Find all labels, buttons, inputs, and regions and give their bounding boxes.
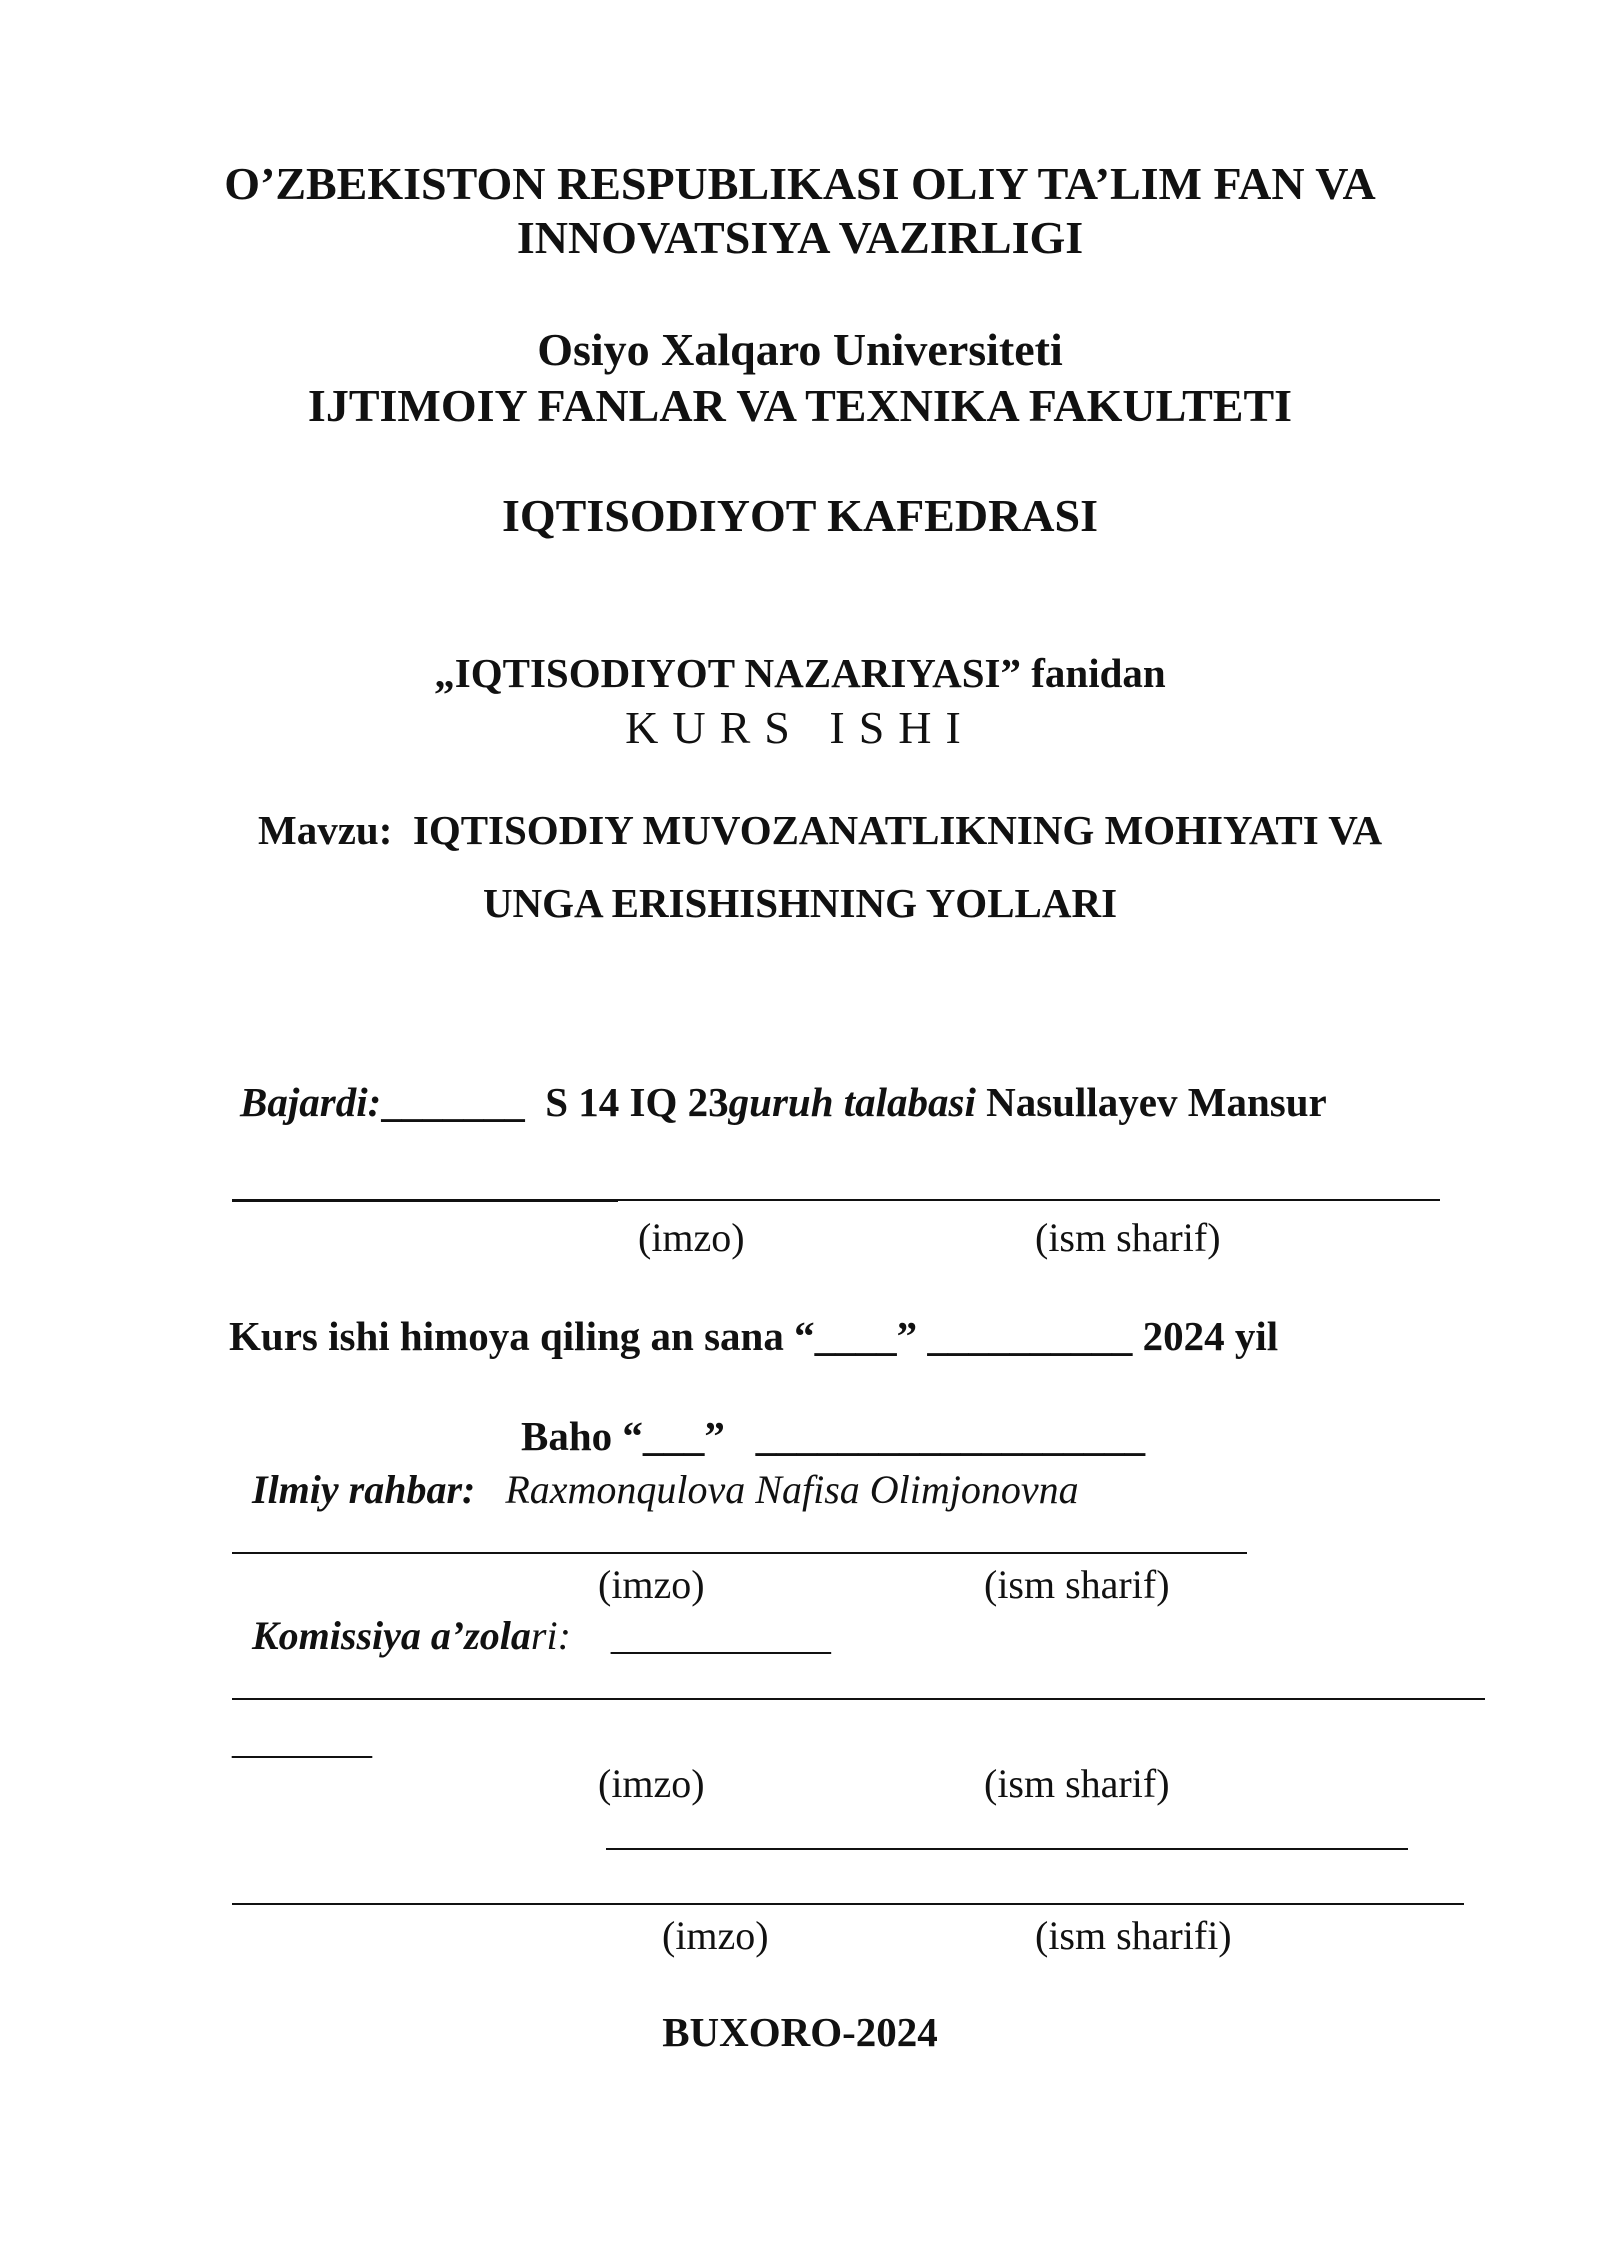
commission-name-caption-2: (ism sharifi): [1035, 1913, 1232, 1958]
ministry-line-2: INNOVATSIYA VAZIRLIGI: [516, 212, 1084, 263]
commission-label-part1: Komissiya a’zola: [252, 1613, 531, 1658]
supervisor-label: Ilmiy rahbar:: [252, 1467, 476, 1512]
performer-signature-caption: (imzo): [638, 1215, 745, 1260]
topic-text-1: IQTISODIY MUVOZANATLIKNING MOHIYATI VA: [412, 807, 1383, 853]
supervisor-signature-line: [232, 1552, 1247, 1554]
faculty-name: IJTIMOIY FANLAR VA TEXNIKA FAKULTETI: [307, 380, 1293, 431]
commission-line: [252, 1613, 831, 1658]
topic-label: Mavzu:: [258, 807, 393, 853]
grade-line: [521, 1413, 1146, 1459]
performer-name: Nasullayev Mansur: [986, 1079, 1327, 1125]
commission-signature-line-1: [232, 1698, 1485, 1700]
performer-name-caption: (ism sharif): [1035, 1215, 1221, 1260]
commission-short-blank: _______: [232, 1717, 372, 1762]
performer-group: S 14 IQ 23: [545, 1079, 729, 1125]
grade-text: Baho “___”: [521, 1413, 725, 1459]
commission-signature-caption-2: (imzo): [662, 1913, 769, 1958]
subject-line: „IQTISODIYOT NAZARIYASI” fanidan: [434, 650, 1166, 696]
university-name: Osiyo Xalqaro Universiteti: [537, 324, 1063, 375]
commission-label-part2: ri:: [530, 1613, 571, 1658]
commission-signature-caption-1: (imzo): [598, 1761, 705, 1806]
topic-line-1: [258, 807, 1383, 853]
performer-line: [240, 1079, 1327, 1125]
topic-line-2: UNGA ERISHISHNING YOLLARI: [482, 880, 1118, 926]
supervisor-name: Raxmonqulova Nafisa Olimjonovna: [505, 1467, 1079, 1512]
commission-signature-line-2: [606, 1848, 1408, 1850]
defense-date-line: Kurs ishi himoya qiling an sana “____” __________ 2024 yil: [229, 1313, 1279, 1359]
performer-blank: _______: [381, 1079, 525, 1125]
performer-label: Bajardi:: [240, 1079, 382, 1125]
signature-line: [618, 1199, 1440, 1201]
performer-group-suffix: guruh talabasi: [728, 1079, 976, 1125]
supervisor-line: [252, 1467, 1079, 1512]
commission-name-caption-1: (ism sharif): [984, 1761, 1170, 1806]
department-name: IQTISODIYOT KAFEDRASI: [501, 490, 1099, 541]
grade-blank: ___________________: [755, 1413, 1146, 1459]
ministry-line-1: O’ZBEKISTON RESPUBLIKASI OLIY TA’LIM FAN VA: [224, 158, 1376, 209]
supervisor-signature-caption: (imzo): [598, 1562, 705, 1607]
supervisor-name-caption: (ism sharif): [984, 1562, 1170, 1607]
commission-signature-line-3: [232, 1903, 1464, 1905]
city-year: BUXORO-2024: [662, 2009, 938, 2055]
commission-blank: ___________: [610, 1613, 831, 1658]
work-type: KURS ISHI: [625, 702, 975, 753]
signature-line-bold: [232, 1199, 618, 1202]
